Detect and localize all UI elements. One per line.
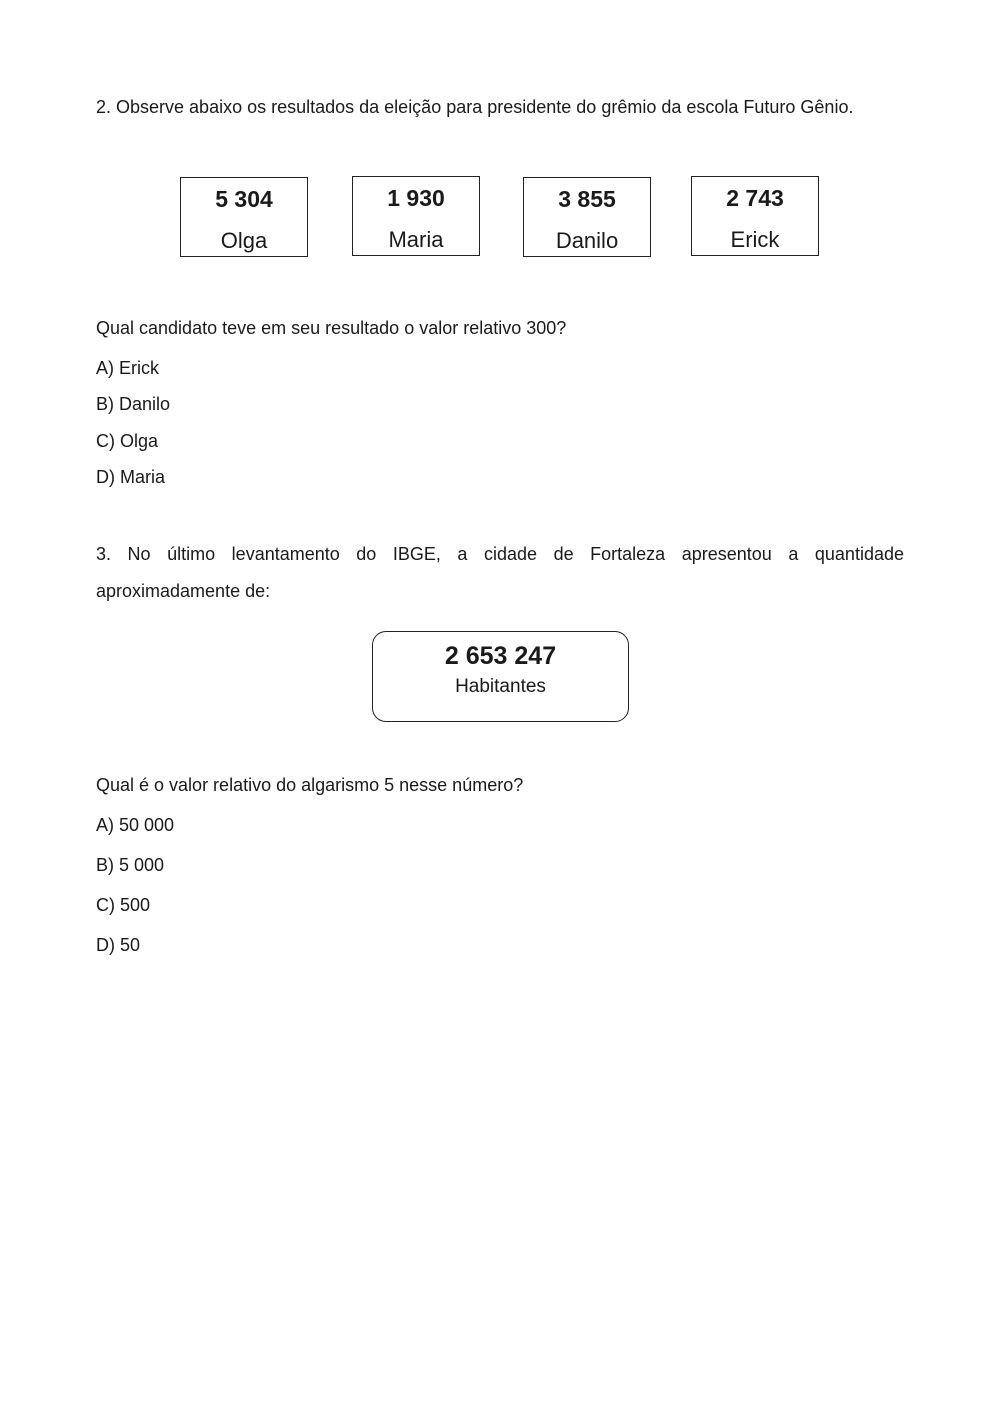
question-2-question: Qual candidato teve em seu resultado o valor relativo 300?	[96, 318, 567, 338]
candidate-votes: 2 743	[726, 185, 784, 211]
candidate-card-olga	[180, 177, 308, 257]
question-3-prompt: 3. No último levantamento do IBGE, a cidade de Fortaleza apresentou a quantidade aproximadamente de:	[96, 544, 904, 601]
population-unit: Habitantes	[455, 676, 546, 697]
question-2-option-d: D) Maria	[96, 467, 166, 487]
question-2-prompt: 2. Observe abaixo os resultados da eleição para presidente do grêmio da escola Futuro Gênio.	[96, 97, 854, 117]
question-3-option-c: C) 500	[96, 895, 151, 915]
question-3-option-a: A) 50 000	[96, 815, 175, 835]
candidate-votes: 3 855	[558, 186, 616, 212]
candidate-card-maria	[352, 176, 480, 256]
population-box	[372, 631, 629, 722]
population-number: 2 653 247	[444, 642, 557, 670]
candidate-votes: 1 930	[387, 185, 445, 211]
question-3-question: Qual é o valor relativo do algarismo 5 nesse número?	[96, 775, 524, 795]
question-2-option-a: A) Erick	[96, 358, 159, 378]
candidate-name: Danilo	[555, 228, 619, 253]
candidate-name: Olga	[220, 228, 268, 253]
candidate-name: Maria	[388, 227, 444, 252]
question-2-option-c: C) Olga	[96, 431, 159, 451]
candidate-name: Erick	[730, 227, 780, 252]
candidate-card-erick	[691, 176, 819, 256]
candidate-card-danilo	[523, 177, 651, 257]
question-3-option-b: B) 5 000	[96, 855, 165, 875]
question-3-option-d: D) 50	[96, 935, 141, 955]
candidate-votes: 5 304	[215, 186, 273, 212]
question-2-option-b: B) Danilo	[96, 394, 171, 414]
